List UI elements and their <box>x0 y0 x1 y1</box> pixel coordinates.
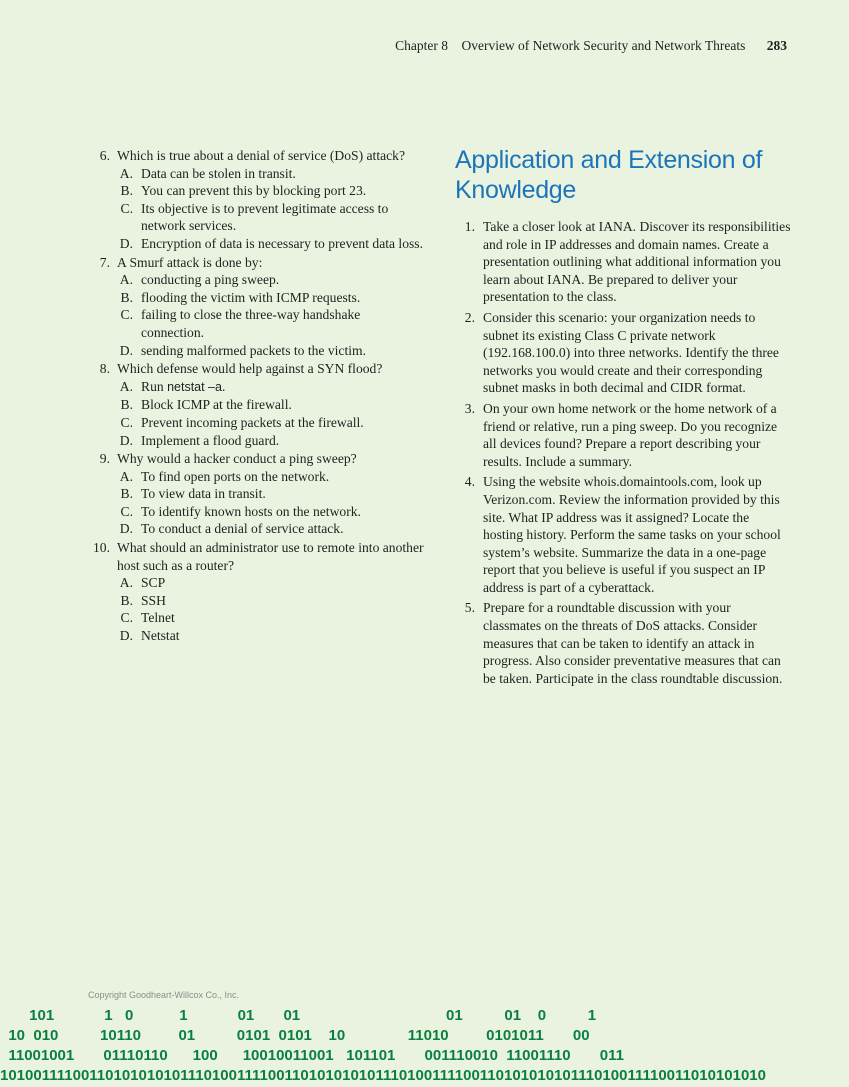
answer-option <box>117 182 426 200</box>
option-text: Netstat <box>141 628 180 644</box>
application-section <box>455 145 791 690</box>
option-letter: B. <box>120 397 133 413</box>
option-letter: D. <box>119 628 133 644</box>
option-letter: C. <box>120 307 133 323</box>
answer-option <box>117 165 426 183</box>
option-text: Run <box>141 378 168 394</box>
activity-number: 4. <box>464 474 475 490</box>
question-number: 8. <box>99 361 110 377</box>
option-text: conducting a ping sweep. <box>141 272 280 288</box>
question-text: Which is true about a denial of service (DoS) attack? <box>117 148 405 163</box>
option-letter: D. <box>119 342 133 358</box>
activity-item <box>455 218 791 306</box>
binary-row: 1010011110011010101010111010011110011010101010111010011110011010101010111010011110011010101010 <box>0 1067 766 1084</box>
review-questions <box>86 147 426 646</box>
answer-option <box>117 306 426 341</box>
option-text: To identify known hosts on the network. <box>141 503 361 519</box>
answer-option <box>117 432 426 450</box>
option-text: You can prevent this by blocking port 23. <box>141 183 367 199</box>
answer-option <box>117 378 426 397</box>
answer-options <box>117 468 426 538</box>
option-letter: C. <box>120 503 133 519</box>
question-number: 10. <box>93 540 110 556</box>
answer-options <box>117 271 426 359</box>
answer-option <box>117 235 426 253</box>
answer-options <box>117 165 426 253</box>
question-text: What should an administrator use to remote into another host such as a router? <box>117 540 424 573</box>
answer-option <box>117 592 426 610</box>
question-text: A Smurf attack is done by: <box>117 254 263 270</box>
option-letter: B. <box>120 183 133 199</box>
activity-text: Consider this scenario: your organization needs to subnet its existing Class C private network (192.168.100.0) into three networks. Identify the three networks you would create and their corresponding subnet masks in both decimal and CIDR format. <box>483 309 779 396</box>
question <box>86 539 426 645</box>
option-letter: B. <box>120 592 133 608</box>
activity-number: 3. <box>464 400 475 416</box>
question <box>86 450 426 538</box>
activity-item <box>455 309 791 397</box>
question-text: Which defense would help against a SYN flood? <box>117 361 383 377</box>
activity-item <box>455 599 791 687</box>
chapter-label: Chapter 8 <box>395 38 448 53</box>
option-text: flooding the victim with ICMP requests. <box>141 289 361 305</box>
answer-option <box>117 503 426 521</box>
option-letter: B. <box>120 289 133 305</box>
option-text: Implement a flood guard. <box>141 432 280 448</box>
answer-option <box>117 342 426 360</box>
activity-number: 1. <box>464 219 475 234</box>
activity-item <box>455 473 791 596</box>
copyright-notice: Copyright Goodheart-Willcox Co., Inc. <box>88 990 240 1000</box>
option-text: To find open ports on the network. <box>141 468 330 484</box>
activity-number: 2. <box>464 309 475 325</box>
option-letter: B. <box>120 486 133 502</box>
option-letter: D. <box>119 235 133 251</box>
activity-list <box>455 218 791 687</box>
question <box>86 254 426 360</box>
answer-option <box>117 414 426 432</box>
binary-decoration <box>0 1005 849 1087</box>
answer-option <box>117 468 426 486</box>
option-text-end: . <box>221 378 226 394</box>
activity-text: On your own home network or the home network of a friend or relative, run a ping sweep. Do you recognize all devices found? Prepare a report describing your results. Include a summary. <box>483 400 778 469</box>
option-text: To view data in transit. <box>141 486 266 502</box>
answer-option <box>117 485 426 503</box>
answer-option <box>117 396 426 414</box>
answer-option <box>117 271 426 289</box>
running-header <box>395 38 787 54</box>
chapter-title: Overview of Network Security and Network Threats <box>461 38 746 53</box>
answer-option <box>117 520 426 538</box>
activity-text: Prepare for a roundtable discussion with your classmates on the threats of DoS attacks. Consider measures that can be taken to identify an attack in progress. Also consider preventative measures that can be taken. Participate in the class roundtable discussion. <box>483 600 783 686</box>
answer-option <box>117 289 426 307</box>
option-text: Block ICMP at the firewall. <box>141 397 292 413</box>
option-text: Telnet <box>141 610 175 626</box>
activity-number: 5. <box>464 600 475 616</box>
section-title: Application and Extension of Knowledge <box>455 146 763 204</box>
option-text: Its objective is to prevent legitimate access to network services. <box>141 200 389 234</box>
binary-row: 10 010 10110 01 0101 0101 10 11010 0101011 00 <box>0 1027 590 1044</box>
option-letter: A. <box>119 575 133 591</box>
option-letter: A. <box>119 468 133 484</box>
answer-option <box>117 627 426 645</box>
question <box>86 147 426 253</box>
option-letter: D. <box>119 432 133 448</box>
option-text: sending malformed packets to the victim. <box>141 342 366 358</box>
option-text: To conduct a denial of service attack. <box>141 521 344 537</box>
answer-options <box>117 574 426 644</box>
option-letter: C. <box>120 200 133 216</box>
option-letter: C. <box>120 414 133 430</box>
option-letter: D. <box>119 521 133 537</box>
question-number: 6. <box>99 148 110 163</box>
option-text: SCP <box>141 575 166 591</box>
question <box>86 360 426 449</box>
question-number: 7. <box>99 254 110 270</box>
option-text: Prevent incoming packets at the firewall. <box>141 414 364 430</box>
activity-text: Take a closer look at IANA. Discover its responsibilities and role in IP addresses and domain names. Create a presentation outlining what additional information you learn about IANA. Be prepared to deliver your presentation to the class. <box>483 219 791 305</box>
answer-option <box>117 574 426 592</box>
option-letter: C. <box>120 610 133 626</box>
page-number: 283 <box>766 38 787 53</box>
option-text: failing to close the three-way handshake connection. <box>141 307 361 340</box>
option-text: Data can be stolen in transit. <box>141 165 296 181</box>
answer-options <box>117 378 426 449</box>
binary-row: 101 1 0 1 01 01 01 01 0 1 <box>0 1007 597 1024</box>
option-text: Encryption of data is necessary to prevent data loss. <box>141 235 423 251</box>
option-letter: A. <box>119 165 133 181</box>
question-number: 9. <box>99 451 110 467</box>
activity-text: Using the website whois.domaintools.com, look up Verizon.com. Review the information provided by this site. What IP address was it assigned? Locate the hosting history. Perform the same tasks on your school system’s website. Summarize the data in a one-page report that you believe is useful if you suspect an IP address is part of a cyberattack. <box>483 474 781 595</box>
option-letter: A. <box>119 272 133 288</box>
option-letter: A. <box>119 378 133 394</box>
binary-row: 11001001 01110110 100 10010011001 101101 001110010 11001110 011 <box>0 1047 624 1064</box>
question-text: Why would a hacker conduct a ping sweep? <box>117 451 357 467</box>
option-command: netstat –a <box>167 379 222 394</box>
option-text: SSH <box>141 592 166 608</box>
answer-option <box>117 200 426 235</box>
answer-option <box>117 609 426 627</box>
activity-item <box>455 400 791 470</box>
